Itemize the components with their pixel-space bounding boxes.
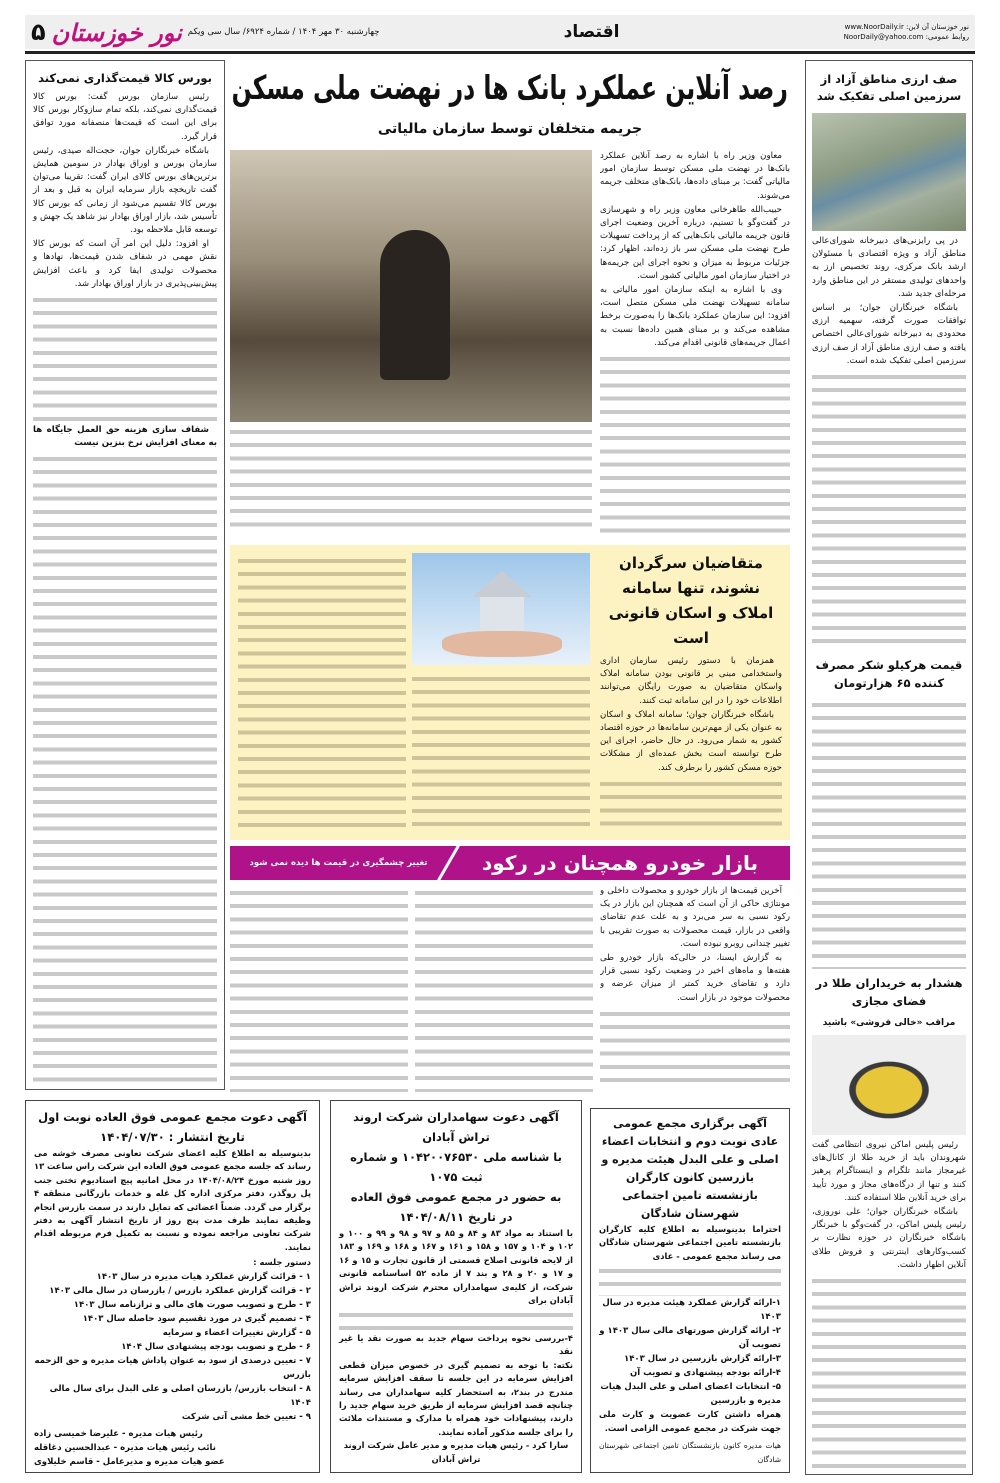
logo: نور خوزستان xyxy=(51,17,182,47)
housing-paragraph: همزمان با دستور رئیس سازمان اداری واستخدامی مبنی بر قانونی بودن سامانه املاک واسکان متقاضیان به صورت رایگان می‌توانند اطلاعات خود را در این سامانه ثبت کنند. xyxy=(600,656,782,706)
agenda-item: ۱ - قرائت گزارش عملکرد هیات مدیره در سال ۱۴۰۳ xyxy=(96,1271,311,1282)
main-subtitle: جریمه متخلفان توسط سازمان مالیاتی xyxy=(377,121,643,137)
agenda-item: ۲- ارائه گزارش صورتهای مالی سال ۱۴۰۳ و تصویب آن xyxy=(599,1326,781,1351)
main-paragraph: حبیب‌الله طاهرخانی معاون وزیر راه و شهرسازی در گفت‌وگو با تسنیم، درباره آخرین وضعیت اجرای قانون جریمه مالیاتی بانک‌هایی که از پرداخت تسهیلات طرح نهضت ملی مسکن سر باز زده‌اند، اظهار کرد: جزئیات مربوط به میزان و نحوه اجرای این جریمه‌ها در اختیار سازمان امور مالیاتی کشور است. xyxy=(600,204,790,281)
text-block xyxy=(812,1275,966,1468)
free-zones-title: صف ارزی مناطق آزاد از سرزمین اصلی تفکیک شد xyxy=(816,72,962,103)
free-zones-paragraph: در پی رایزنی‌های دبیرخانه شورای‌عالی مناطق آزاد و ویژه اقتصادی با مسئولان ارشد بانک مرکزی، روند تخصیص ارز به واحدهای تولیدی مستقر در این مناطق وارد مرحله‌ای جدید شد. xyxy=(812,236,966,299)
agenda-item: ۴-ارائه بودجه پیشنهادی و تصویب آن xyxy=(629,1368,781,1379)
text-block xyxy=(412,673,590,835)
ad-arvand-title: آگهی دعوت سهامداران شرکت اروند تراش آبادان xyxy=(353,1110,559,1144)
text-block xyxy=(33,294,217,424)
ad-khousheh-title: آگهی دعوت مجمع عمومی فوق العاده نوبت اول xyxy=(38,1110,307,1124)
house-body-icon xyxy=(480,597,524,631)
ad-arvand-signature: سارا کرد - رئیس هیات مدیره و مدیر عامل شرکت اروند تراش آبادان xyxy=(343,1440,569,1464)
housing-paragraph: باشگاه خبرنگاران جوان؛ سامانه املاک و اسکان به عنوان یکی از مهم‌ترین سامانه‌ها در حوزه اقتصاد کشور به شمار می‌رود. در حال حاضر، اجرای این طرح توانسته است بخش عمده‌ای از مشکلات حوزه مسکن کشور را برطرف کند. xyxy=(600,709,782,773)
cars-banner xyxy=(230,846,790,880)
text-block xyxy=(600,353,790,533)
masthead-brand xyxy=(31,18,379,47)
main-paragraph: وی با اشاره به اینکه سازمان امور مالیاتی به سامانه تسهیلات نهضت ملی مسکن متصل است، افزود: این سازمان عملکرد بانک‌ها را به‌صورت برخط مشاهده می‌کند و بر مبنای همین داده‌ها نسبت به اعمال جریمه‌های قانونی اقدام می‌کند. xyxy=(600,285,790,348)
ad-khousheh-signatures xyxy=(34,1427,311,1469)
river-port-photo xyxy=(812,113,966,231)
housing-title: متقاضیان سرگردان نشوند، تنها سامانه املاک و اسکان قانونی است xyxy=(608,554,774,647)
section-title: اقتصاد xyxy=(563,22,620,42)
agenda-item: ۲ - قرائت گزارش عملکرد بازرس / بازرسان در سال مالی ۱۴۰۳ xyxy=(49,1285,311,1296)
text-block xyxy=(415,887,593,1092)
masthead xyxy=(25,15,975,49)
agenda-item: ۸ - انتخاب بازرس/ بازرسان اصلی و علی البدل برای سال مالی ۱۴۰۴ xyxy=(49,1383,311,1408)
agenda-item: ۳-ارائه گزارش بازرسین در سال ۱۴۰۳ xyxy=(624,1354,781,1365)
signature: عضو هیات مدیره و مدیرعامل - قاسم خلیلاوی xyxy=(34,1456,225,1467)
main-headline: رصد آنلاین عملکرد بانک ها در نهضت ملی مسکن xyxy=(231,68,789,107)
cars-kicker: تغییر چشمگیری در قیمت ها دیده نمی شود xyxy=(249,858,428,868)
text-block xyxy=(812,371,966,651)
gold-paragraph: باشگاه خبرنگاران جوان؛ علی نوروزی، رئیس پلیس اماکن، در گفت‌وگو با خبرنگار باشگاه خبرنگاران در حوزه نظارت بر کسب‌وکارهای اینترنتی و فروش طلای آنلاین اظهار داشت. xyxy=(812,1207,966,1270)
housing-intro xyxy=(600,551,782,835)
ad-arvand-line3: به حضور در مجمع عمومی فوق العاده xyxy=(350,1190,562,1204)
bourse-paragraph: باشگاه خبرنگاران جوان، حجت‌اله صیدی، رئیس سازمان بورس و اوراق بهادار در سومین همایش برترین‌های بورس کالای ایران گفت: تقریبا می‌توان گفت تاریخچه بازار سرمایه ایران به قبل و بعد از بورس کالا تقسیم می‌شود از زمانی که بورس کالا تأسیس شد، بازار اوراق بهادار نیز شاهد یک جهش و توسعه قابل ملاحظه بود. xyxy=(33,145,217,236)
right-column xyxy=(805,60,973,1475)
bourse-paragraph: او افزود: دلیل این امر آن است که بورس کالا نقش مهمی در شفاف شدن قیمت‌ها، نهادها و محصولات تولیدی ایفا کرد و باعث افزایش پیش‌بینی‌پذیری در بازار اوراق بهادار شد. xyxy=(33,239,217,289)
text-block xyxy=(238,555,406,835)
agenda-item: ۶ - طرح و تصویب بودجه پیشنهادی سال ۱۴۰۴ xyxy=(121,1341,311,1352)
bourse-subhead: شفاف سازی هزینه حق العمل جایگاه ها به معنای افزایش نرخ بنزین نیست xyxy=(33,425,217,449)
text-block xyxy=(230,426,592,533)
contact-info xyxy=(844,22,969,42)
email-label: روابط عمومی: NoorDaily@yahoo.com xyxy=(843,33,969,41)
ad-shadegan-title: آگهی برگزاری مجمع عمومی عادی نوبت دوم و انتخابات اعضاء اصلی و علی البدل هیئت مدیره و بازرسین کانون کارگران بازنشسته تامین اجتماعی شهرستان شادگان xyxy=(601,1117,779,1220)
main-paragraph: معاون وزیر راه با اشاره به رصد آنلاین عملکرد بانک‌ها در نهضت ملی مسکن توسط سازمان امور مالیاتی گفت: بر مبنای داده‌ها، بانک‌های متخلف جریمه می‌شوند. xyxy=(600,151,790,201)
cars-paragraph: آخرین قیمت‌ها از بازار خودرو و محصولات داخلی و مونتاژی حاکی از آن است که همچنان این بازار در یک رکود نسبی به سر می‌برد و به علت عدم تقاضای واقعی در بازار، قیمت محصولات به صورت تقریبی با تغییر چندانی روبرو نبوده است. xyxy=(600,886,790,949)
page-number: ۵ xyxy=(31,18,46,46)
ad-arvand xyxy=(330,1100,582,1473)
bourse-column xyxy=(25,60,225,1090)
ad-shadegan-signature: هیات مدیره کانون بازنشستگان تامین اجتماعی شهرستان شادگان xyxy=(599,1441,781,1464)
text-block xyxy=(339,1309,573,1332)
ad-shadegan xyxy=(590,1108,790,1473)
bank-counter-photo xyxy=(230,150,592,422)
agenda-item: ۵- انتخابات اعضای اصلی و علی البدل هیات مدیره و بازرسین xyxy=(600,1382,781,1407)
main-story-text xyxy=(600,150,790,533)
main-headline-container xyxy=(230,66,790,112)
text-block xyxy=(812,699,966,969)
signature: رئیس هیات مدیره - علیرضا خمیسی زاده xyxy=(34,1428,203,1439)
ad-khousheh-date: تاریخ انتشار : ۱۴۰۴/۰۷/۳۰ xyxy=(100,1130,245,1144)
bourse-paragraph: رئیس سازمان بورس گفت: بورس کالا قیمت‌گذاری نمی‌کند، بلکه تمام سازوکار بورس کالا برای این است که قیمت‌ها منصفانه مورد توافق قرار گیرد. xyxy=(33,92,217,142)
site-label: نور خوزستان آن لاین: www.NoorDaily.ir xyxy=(844,23,969,31)
ad-arvand-body: با استناد به مواد ۸۳ و ۸۴ و ۸۵ و ۹۷ و ۹۸ و ۹۹ و ۱۰۰ و ۱۰۲ و ۱۰۴ و ۱۵۷ و ۱۵۸ و ۱۶۱ و ۱۶۷ و ۱۶۸ و ۱۶۹ و ۱۸۳ از لایحه قانونی اصلاح قسمتی از قانون تجارت و ۱۵ و ۱۶ و ۱۷ و ۲۰ و ۲۸ و بند ۷ از ماده ۵۲ اساسنامه قانونی شرکت، از کلیه‌ی سهامداران محترم شرکت اروند تراش آبادان برای xyxy=(339,1228,574,1306)
masthead-rule xyxy=(25,51,975,54)
ad-shadegan-note: همراه داشتن کارت عضویت و کارت ملی جهت شرکت در مجمع عمومی الزامی است. xyxy=(599,1409,781,1433)
agenda-item: ۴ - تصمیم گیری در مورد تقسیم سود حاصله سال ۱۴۰۳ xyxy=(82,1313,311,1324)
text-block xyxy=(600,1008,790,1090)
house-roof-icon xyxy=(472,571,532,597)
gold-phone-photo xyxy=(812,1035,966,1135)
ad-khousheh xyxy=(25,1100,320,1473)
free-zones-paragraph: باشگاه خبرنگاران جوان؛ بر اساس توافقات صورت گرفته، سهمیه ارزی محدودی به دبیرخانه شورای‌عالی اختصاص یافته و صف ارزی مناطق آزاد از صف ارزی سرزمین اصلی تفکیک شده است. xyxy=(812,303,966,366)
ad-khousheh-body: بدینوسیله به اطلاع کلیه اعضای شرکت تعاونی مصرف خوشه می رساند که جلسه مجمع عمومی فوق العاده این شرکت راس ساعت ۱۳ روز شنبه مورخ ۱۴۰۴/۰۸/۲۴ در محل امانیه پیچ استادیوم تختی جنب پل روگذر، دفتر مرکزی اداره کل غله و خدمات بازرگانی منطقه ۴ برگزار می گردد. ضمناً اعضائی که تمایل دارند در سمت بازرس انجام وظیفه نمایند ظرف مدت پنج روز از تاریخ انتشار آگهی به دفتر شرکت تعاونی مراجعه نموده و نسبت به تکمیل فرم مربوطه اقدام نمایند. xyxy=(34,1148,311,1252)
hand-icon xyxy=(442,631,562,657)
gold-paragraph: رئیس پلیس اماکن نیروی انتظامی گفت شهروندان باید از خرید طلا از کانال‌های غیرمجاز مانند تلگرام و اینستاگرام پرهیز کنند و تنها از درگاه‌های مجاز و مورد تأیید برای خرید آنلاین طلا استفاده کنند. xyxy=(812,1140,966,1203)
cars-title: بازار خودرو همچنان در رکود xyxy=(481,851,759,875)
photo-figure xyxy=(380,230,450,380)
agenda-item: ۵ - گزارش تغییرات اعضاء و سرمایه xyxy=(162,1327,311,1338)
text-block xyxy=(599,1265,781,1296)
ad-arvand-item4: ۴-بررسی نحوه پرداخت سهام جدید به صورت نقد یا غیر نقد xyxy=(339,1332,573,1357)
ad-arvand-note: نکته: با توجه به تصمیم گیری در خصوص میزان قطعی افزایش سرمایه در این جلسه تا سقف افزایش سرمایه مندرج در بند۲، به استحضار کلیه سهامداران می رساند چنانچه قصد افزایش سرمایه از طریق خرید سهام جدید را دارند، پیشنهادات خود همراه با مدارک و مستندات ملائت را برای جلسه مذکور آماده نمایند. xyxy=(339,1359,573,1437)
housing-box xyxy=(230,545,790,840)
ad-arvand-id: با شناسه ملی ۱۰۴۲۰۰۷۶۵۳۰ و شماره ثبت ۱۰۷۵ xyxy=(350,1150,562,1184)
text-block xyxy=(600,778,782,835)
text-block xyxy=(230,887,408,1092)
text-block xyxy=(33,453,217,1083)
cars-text xyxy=(600,885,790,1090)
ad-shadegan-body: احتراما بدینوسیله به اطلاع کلیه کارگران بازنشسته تامین اجتماعی شهرستان شادگان می رساند مجمع عمومی - عادی xyxy=(599,1224,781,1261)
agenda-item: ۳ - طرح و تصویب صورت های مالی و ترازنامه سال ۱۴۰۳ xyxy=(73,1299,311,1310)
agenda-item: ۷ - تعیین درصدی از سود به عنوان پاداش هیات مدیره و حق الزحمه بازرس xyxy=(34,1355,311,1380)
agenda-item: ۹ - تعیین خط مشی آتی شرکت xyxy=(181,1411,311,1422)
house-in-hand-photo xyxy=(412,553,590,665)
agenda-item: ۱-ارائه گزارش عملکرد هیئت مدیره در سال ۱۴۰۳ xyxy=(602,1298,781,1323)
cars-paragraph: به گزارش ایسنا، در حالی‌که بازار خودرو طی هفته‌ها و ماه‌های اخیر در وضعیت رکود نسبی قرار دارد و تقاضای خرید کمتر از میزان عرضه و محصولات موجود در بازار است. xyxy=(600,953,790,1003)
signature: نائب رئیس هیات مدیره - عبدالحسین دغاقله xyxy=(34,1442,216,1453)
ad-arvand-date: در تاریخ ۱۴۰۴/۰۸/۱۱ xyxy=(399,1210,513,1224)
bourse-title: بورس کالا قیمت‌گذاری نمی‌کند xyxy=(38,71,212,85)
agenda-label: دستور جلسه : xyxy=(253,1257,311,1268)
sugar-title: قیمت هرکیلو شکر مصرف کننده ۶۵ هزارتومان xyxy=(815,658,963,691)
gold-subtitle: مراقب «خالی فروشی» باشید xyxy=(822,1018,956,1029)
date-line: چهارشنبه ۳۰ مهر ۱۴۰۴ / شماره ۶۹۲۴/ سال سی ویکم xyxy=(187,27,380,37)
main-story-text-lower xyxy=(230,424,592,533)
gold-title: هشدار به خریداران طلا در فضای مجازی xyxy=(815,976,963,1009)
